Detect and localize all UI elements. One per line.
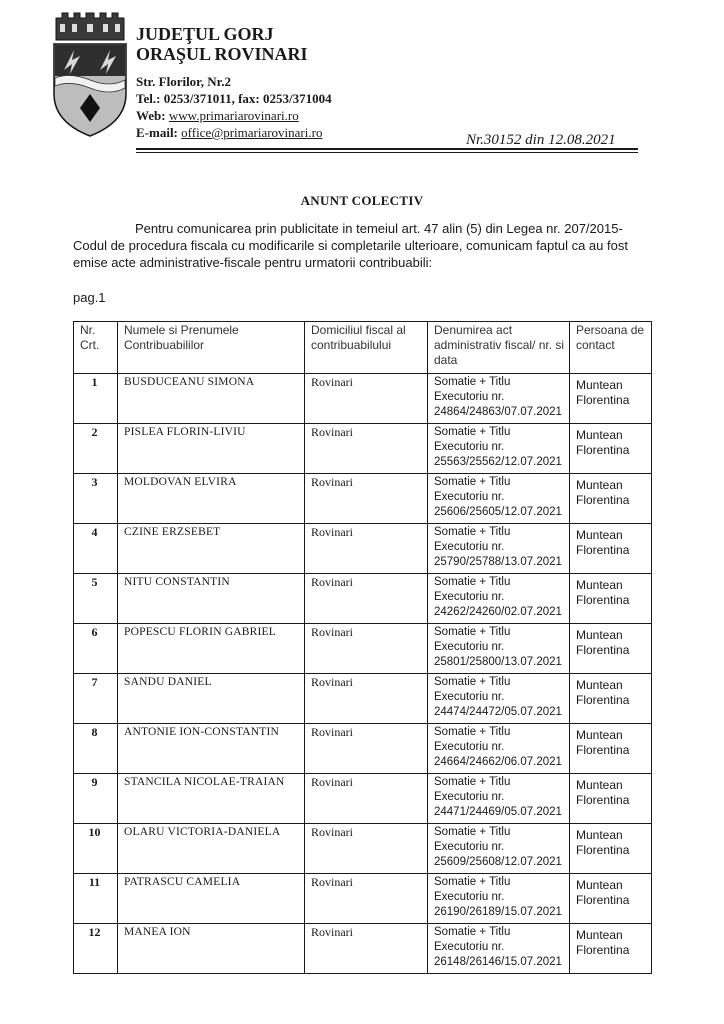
email-line [136, 124, 332, 141]
web-label: Web: [136, 108, 166, 123]
contact-person: Muntean Florentina [570, 924, 652, 974]
act-description [428, 374, 570, 424]
act-description [428, 424, 570, 474]
act-line: Somatie + Titlu [434, 776, 511, 788]
taxpayer-name: ANTONIE ION-CONSTANTIN [118, 724, 305, 774]
intro-paragraph [73, 220, 638, 271]
phone-line: Tel.: 0253/371011, fax: 0253/371004 [136, 91, 332, 106]
act-line: Executoriu nr. [434, 741, 505, 753]
act-description [428, 874, 570, 924]
table-row [74, 574, 652, 624]
act-line: 25790/25788/13.07.2021 [434, 556, 562, 568]
act-line: Somatie + Titlu [434, 926, 511, 938]
taxpayer-domicile: Rovinari [305, 924, 428, 974]
table-row [74, 924, 652, 974]
row-number: 12 [74, 924, 118, 974]
contact-person: Muntean Florentina [570, 574, 652, 624]
act-description [428, 574, 570, 624]
row-number: 11 [74, 874, 118, 924]
taxpayer-name: NITU CONSTANTIN [118, 574, 305, 624]
act-line: Somatie + Titlu [434, 726, 511, 738]
act-line: Somatie + Titlu [434, 826, 511, 838]
institution-header [136, 24, 332, 141]
contact-person: Muntean Florentina [570, 774, 652, 824]
act-line: 25606/25605/12.07.2021 [434, 506, 562, 518]
taxpayer-name: CZINE ERZSEBET [118, 524, 305, 574]
act-line: Executoriu nr. [434, 541, 505, 553]
header-divider [136, 148, 638, 150]
contact-person: Muntean Florentina [570, 374, 652, 424]
col-header-domicile: Domiciliul fiscal al contribuabilului [305, 322, 428, 374]
act-line: 24262/24260/02.07.2021 [434, 606, 562, 618]
row-number: 6 [74, 624, 118, 674]
row-number: 7 [74, 674, 118, 724]
email-label: E-mail: [136, 125, 178, 140]
document-title: ANUNT COLECTIV [300, 193, 424, 208]
act-line: Executoriu nr. [434, 391, 505, 403]
act-line: Executoriu nr. [434, 591, 505, 603]
col-header-name: Numele si Prenumele Contribuabililor [118, 322, 305, 374]
act-line: 25563/25562/12.07.2021 [434, 456, 562, 468]
contact-person: Muntean Florentina [570, 424, 652, 474]
contact-person: Muntean Florentina [570, 824, 652, 874]
taxpayer-domicile: Rovinari [305, 524, 428, 574]
act-description [428, 524, 570, 574]
taxpayer-name: PATRASCU CAMELIA [118, 874, 305, 924]
act-line: Executoriu nr. [434, 891, 505, 903]
act-line: Somatie + Titlu [434, 626, 511, 638]
act-line: Executoriu nr. [434, 841, 505, 853]
act-description [428, 624, 570, 674]
taxpayer-domicile: Rovinari [305, 424, 428, 474]
taxpayer-domicile: Rovinari [305, 674, 428, 724]
taxpayer-domicile: Rovinari [305, 624, 428, 674]
address-line: Str. Florilor, Nr.2 [136, 74, 231, 89]
row-number: 5 [74, 574, 118, 624]
act-description [428, 674, 570, 724]
table-row [74, 374, 652, 424]
contact-person: Muntean Florentina [570, 874, 652, 924]
table-row [74, 674, 652, 724]
taxpayer-domicile: Rovinari [305, 474, 428, 524]
act-line: Somatie + Titlu [434, 876, 511, 888]
act-description [428, 774, 570, 824]
web-line [136, 107, 332, 124]
col-header-nr: Nr. Crt. [74, 322, 118, 374]
row-number: 1 [74, 374, 118, 424]
act-line: Executoriu nr. [434, 691, 505, 703]
act-line: 26148/26146/15.07.2021 [434, 956, 562, 968]
row-number: 3 [74, 474, 118, 524]
taxpayer-name: PISLEA FLORIN-LIVIU [118, 424, 305, 474]
act-line: Somatie + Titlu [434, 576, 511, 588]
act-line: Somatie + Titlu [434, 376, 511, 388]
table-row [74, 724, 652, 774]
act-line: Somatie + Titlu [434, 526, 511, 538]
act-line: Executoriu nr. [434, 941, 505, 953]
table-row [74, 624, 652, 674]
act-line: 24864/24863/07.07.2021 [434, 406, 562, 418]
taxpayer-domicile: Rovinari [305, 574, 428, 624]
contact-person: Muntean Florentina [570, 524, 652, 574]
contact-person: Muntean Florentina [570, 624, 652, 674]
act-line: 26190/26189/15.07.2021 [434, 906, 562, 918]
taxpayer-domicile: Rovinari [305, 374, 428, 424]
table-header-row [74, 322, 652, 374]
town-name: ORAŞUL ROVINARI [136, 44, 308, 64]
table-row [74, 424, 652, 474]
row-number: 8 [74, 724, 118, 774]
row-number: 4 [74, 524, 118, 574]
act-description [428, 724, 570, 774]
web-link[interactable]: www.primariarovinari.ro [168, 108, 299, 123]
act-line: Somatie + Titlu [434, 426, 511, 438]
contact-person: Muntean Florentina [570, 724, 652, 774]
row-number: 9 [74, 774, 118, 824]
taxpayers-table [73, 321, 652, 974]
taxpayer-name: MANEA ION [118, 924, 305, 974]
col-header-contact: Persoana de contact [570, 322, 652, 374]
taxpayer-domicile: Rovinari [305, 824, 428, 874]
email-link[interactable]: office@primariarovinari.ro [181, 125, 323, 140]
act-line: 24474/24472/05.07.2021 [434, 706, 562, 718]
county-name: JUDEŢUL GORJ [136, 24, 274, 44]
table-row [74, 774, 652, 824]
taxpayer-name: STANCILA NICOLAE-TRAIAN [118, 774, 305, 824]
taxpayer-name: MOLDOVAN ELVIRA [118, 474, 305, 524]
act-line: Executoriu nr. [434, 791, 505, 803]
act-line: Somatie + Titlu [434, 476, 511, 488]
act-line: 24664/24662/06.07.2021 [434, 756, 562, 768]
taxpayer-name: OLARU VICTORIA-DANIELA [118, 824, 305, 874]
act-line: Executoriu nr. [434, 491, 505, 503]
taxpayer-name: SANDU DANIEL [118, 674, 305, 724]
row-number: 10 [74, 824, 118, 874]
act-description [428, 924, 570, 974]
act-line: 25801/25800/13.07.2021 [434, 656, 562, 668]
act-description [428, 474, 570, 524]
act-line: 24471/24469/05.07.2021 [434, 806, 562, 818]
contact-person: Muntean Florentina [570, 474, 652, 524]
act-line: Executoriu nr. [434, 441, 505, 453]
taxpayer-name: BUSDUCEANU SIMONA [118, 374, 305, 424]
act-line: 25609/25608/12.07.2021 [434, 856, 562, 868]
row-number: 2 [74, 424, 118, 474]
taxpayer-domicile: Rovinari [305, 874, 428, 924]
reference-number: Nr.30152 din 12.08.2021 [466, 132, 616, 148]
act-line: Somatie + Titlu [434, 676, 511, 688]
contact-person: Muntean Florentina [570, 674, 652, 724]
taxpayer-name: POPESCU FLORIN GABRIEL [118, 624, 305, 674]
page-label: pag.1 [73, 290, 106, 305]
act-description [428, 824, 570, 874]
coat-of-arms-icon [50, 10, 130, 140]
act-line: Executoriu nr. [434, 641, 505, 653]
col-header-act: Denumirea act administrativ fiscal/ nr. si data [428, 322, 570, 374]
table-row [74, 474, 652, 524]
table-row [74, 524, 652, 574]
table-row [74, 874, 652, 924]
taxpayer-domicile: Rovinari [305, 724, 428, 774]
intro-text: Pentru comunicarea prin publicitate in temeiul art. 47 alin (5) din Legea nr. 207/2015-Codul de procedura fiscala cu modificarile si completarile ulterioare, comunicam faptul ca au fost emise acte administrative-fiscale pentru urmatorii contribuabili: [73, 221, 628, 270]
header-divider-thin [136, 152, 638, 153]
taxpayer-domicile: Rovinari [305, 774, 428, 824]
table-row [74, 824, 652, 874]
